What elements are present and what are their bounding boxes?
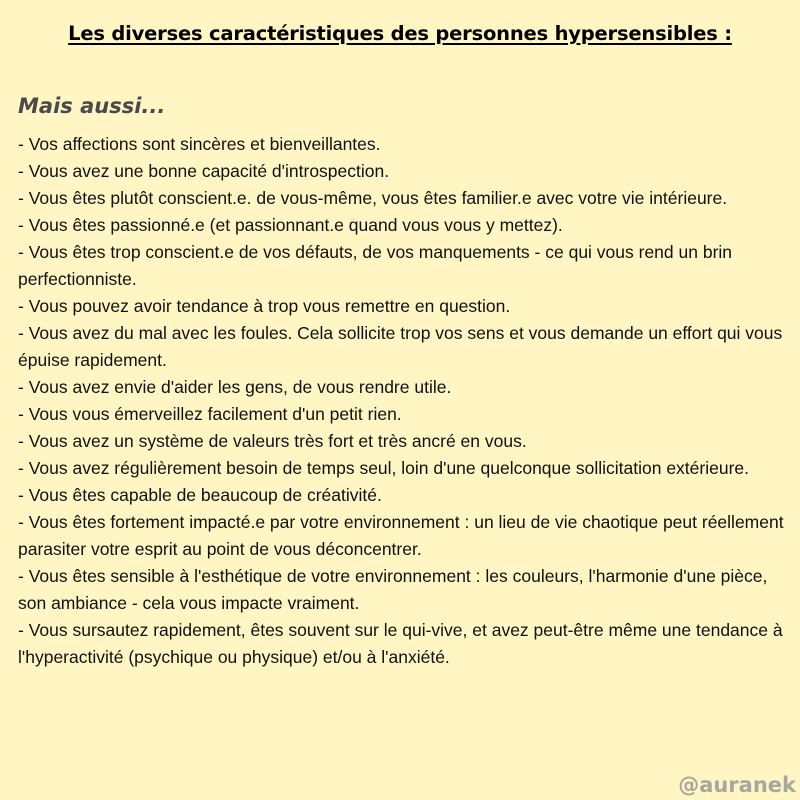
list-item: - Vous êtes passionné.e (et passionnant.e quand vous vous y mettez). <box>18 215 563 235</box>
section-subtitle: Mais aussi... <box>18 94 166 118</box>
list-item: - Vos affections sont sincères et bienveillantes. <box>18 134 381 154</box>
author-watermark: @auranek <box>678 773 796 797</box>
list-item: - Vous êtes capable de beaucoup de créativité. <box>18 485 382 505</box>
list-item: - Vous avez une bonne capacité d'introspection. <box>18 161 390 181</box>
characteristics-list <box>18 131 790 671</box>
list-item: - Vous êtes fortement impacté.e par votre environnement : un lieu de vie chaotique peut réellement parasiter votre esprit au point de vous déconcentrer. <box>18 512 784 559</box>
list-item: - Vous sursautez rapidement, êtes souvent sur le qui-vive, et avez peut-être même une tendance à l'hyperactivité (psychique ou physique) et/ou à l'anxiété. <box>18 620 783 667</box>
list-item: - Vous êtes trop conscient.e de vos défauts, de vos manquements - ce qui vous rend un brin perfectionniste. <box>18 242 733 289</box>
list-item: - Vous pouvez avoir tendance à trop vous remettre en question. <box>18 296 511 316</box>
list-item: - Vous avez envie d'aider les gens, de vous rendre utile. <box>18 377 452 397</box>
page-title: Les diverses caractéristiques des personnes hypersensibles : <box>68 22 732 45</box>
list-item: - Vous avez un système de valeurs très fort et très ancré en vous. <box>18 431 527 451</box>
list-item: - Vous êtes sensible à l'esthétique de votre environnement : les couleurs, l'harmonie d'une pièce, son ambiance - cela vous impacte vraiment. <box>18 566 768 613</box>
list-item: - Vous êtes plutôt conscient.e. de vous-même, vous êtes familier.e avec votre vie intérieure. <box>18 188 728 208</box>
list-item: - Vous vous émerveillez facilement d'un petit rien. <box>18 404 402 424</box>
list-item: - Vous avez régulièrement besoin de temps seul, loin d'une quelconque sollicitation extérieure. <box>18 458 750 478</box>
list-item: - Vous avez du mal avec les foules. Cela sollicite trop vos sens et vous demande un effort qui vous épuise rapidement. <box>18 323 783 370</box>
